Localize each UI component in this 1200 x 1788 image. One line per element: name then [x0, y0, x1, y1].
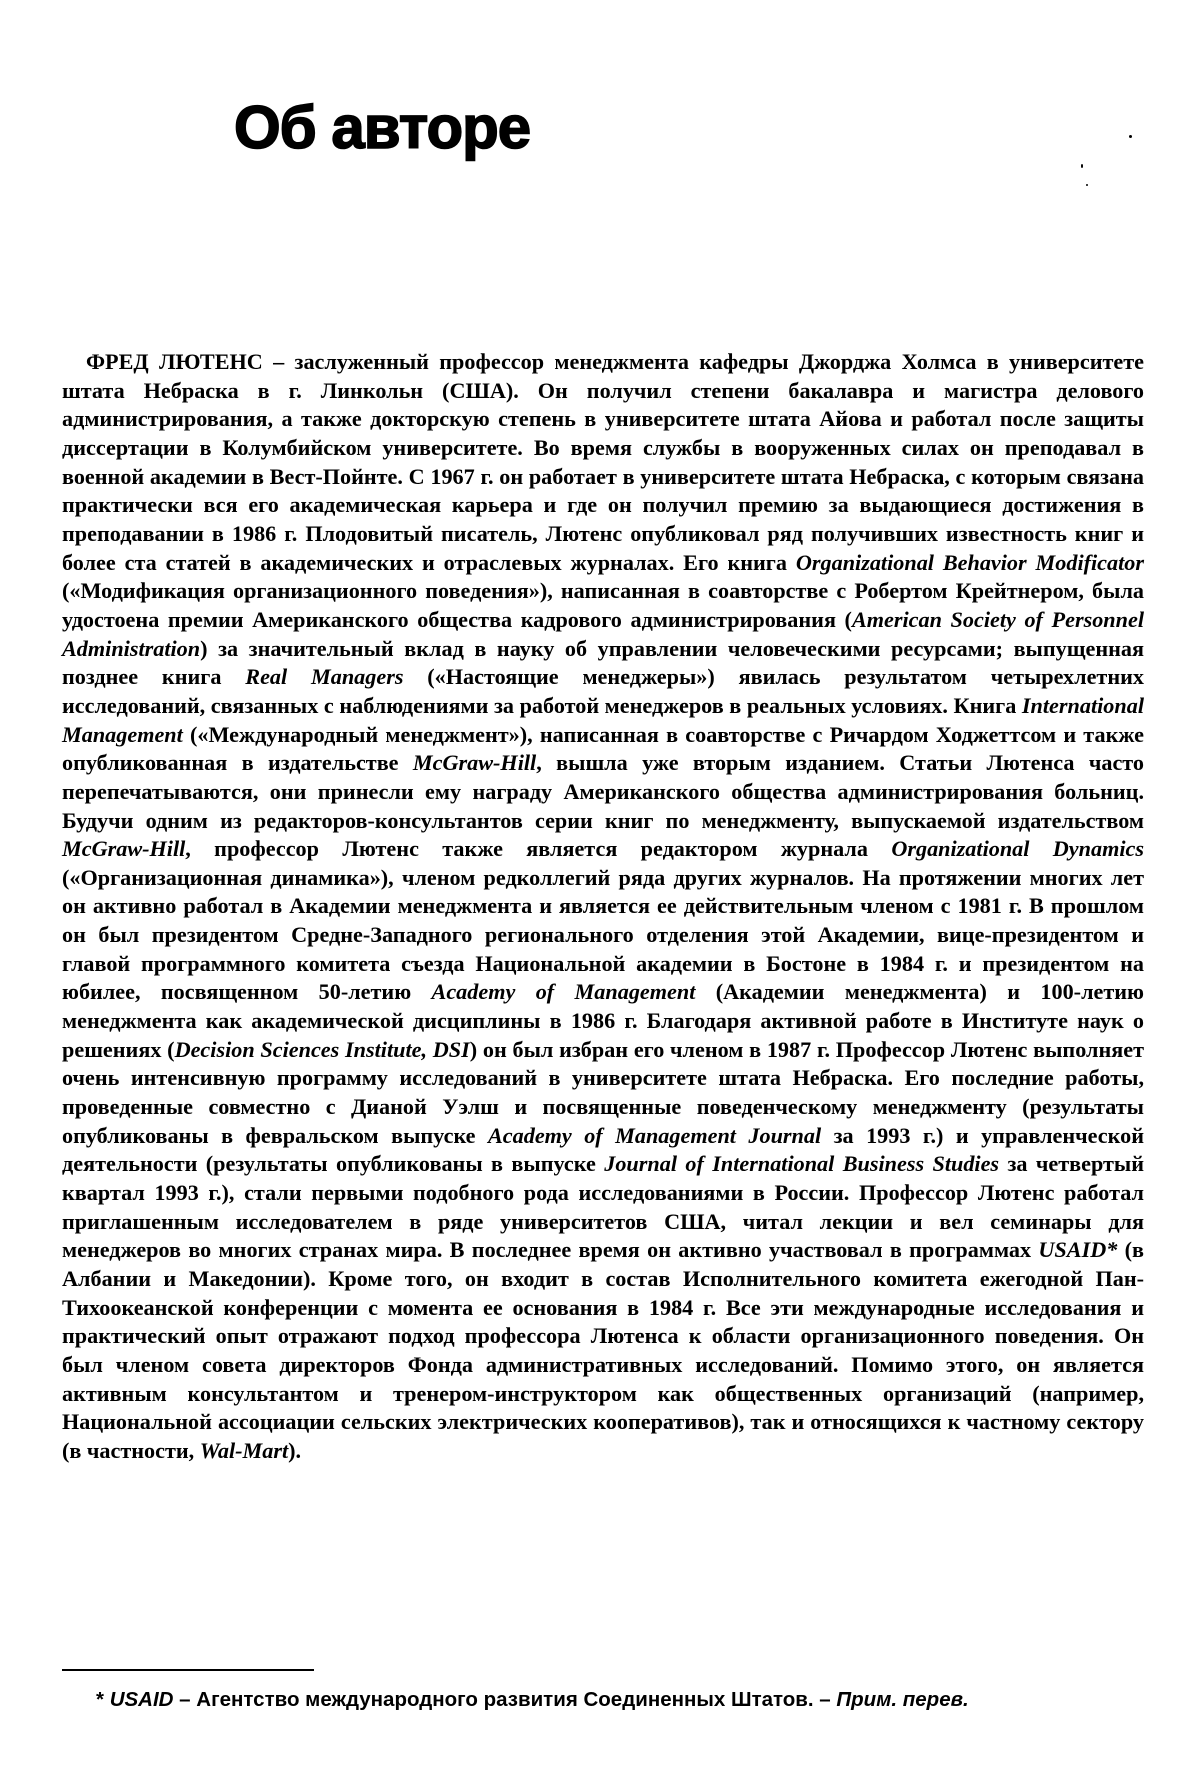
book-title: Real Managers — [245, 664, 404, 690]
biography-text: ). — [288, 1437, 302, 1463]
page-title: Об авторе — [234, 94, 531, 161]
biography-text: ) он был избран его членом в 1987 г. Профессор Лютенс выполняет очень интенсивную программу исследований в университете штата Небраска. Его последние работы, проведенные совместно с Дианой Уэлш и посвященные поведенческому менеджменту (результаты опубликованы в февральском выпуске — [62, 1036, 1144, 1148]
organization-name: American Society of Personnel Administration — [62, 606, 1144, 661]
biography-text: («Модификация организационного поведения»), написанная в соавторстве с Робертом Крейтнером, была удостоена премии Американского общества кадрового администрирования ( — [62, 578, 1144, 632]
biography-text: («Организационная динамика»), членом редколлегий ряда других журналов. На протяжении многих лет он активно работал в Академии менеджмента и является ее действительным членом с 1981 г. В прошлом он был президентом Средне-Западного регионального отделения этой Академии, вице-президентом и главой программного комитета съезда Национальной академии в Бостоне в 1984 г. и президентом на юбилее, посвященном 50-летию — [62, 864, 1144, 1005]
biography-text: за 1993 г.) и управленческой деятельности (результаты опубликованы в выпуске — [62, 1122, 1145, 1177]
footnote-rule — [62, 1669, 314, 1671]
book-title: International Management — [62, 692, 1144, 747]
journal-title: Academy of Management Journal — [487, 1122, 822, 1148]
biography-text: ) за значительный вклад в науку об управлении человеческими ресурсами; выпущенная позднее книга — [62, 635, 1144, 690]
scan-speck — [1129, 135, 1132, 138]
journal-title: Organizational Dynamics — [891, 836, 1144, 862]
biography-text: , вышла уже вторым изданием. Статьи Лютенса часто перепечатываются, они принесли ему награду Американского общества администрирования больниц. Будучи одним из редакторов-консультантов серии книг по менеджменту, выпускаемой издательством — [62, 750, 1144, 833]
biography-text: – заслуженный профессор менеджмента кафедры Джорджа Холмса в университете штата Небраска в г. Линкольн (США). Он получил степени бакалавра и магистра делового администрирования, а также докторскую степень в университете штата Айова и работал после защиты диссертации в Колумбийском университете. Во время службы в вооруженных силах он преподавал в военной академии в Вест-Пойнте. С 1967 г. он работает в университете штата Небраска, с которым связана практически вся его академическая карьера и где он получил премию за выдающиеся достижения в преподавании в 1986 г. Плодовитый писатель, Лютенс опубликовал ряд получивших известность книг и более ста статей в академических и отраслевых журналах. Его книга — [62, 349, 1145, 575]
biography-text: (Академии менеджмента) и 100-летию менеджмента как академической дисциплины в 1986 г. Благодаря активной работе в Институте наук о решениях ( — [62, 979, 1144, 1062]
footnote-marker: * — [96, 1688, 104, 1711]
company-name: Wal-Mart — [199, 1437, 289, 1463]
publisher-name: McGraw-Hill — [412, 750, 537, 776]
biography-text: (в Албании и Македонии). Кроме того, он входит в состав Исполнительного комитета ежегодной Пан-Тихоокеанской конференции с момента ее основания в 1984 г. Все эти международные исследования и практический опыт отражают подход профессора Лютенса к области организационного поведения. Он был членом совета директоров Фонда административных исследований. Помимо этого, он является активным консультантом и тренером-инструктором как общественных организаций (например, Национальной ассоциации сельских электрических кооперативов), так и относящихся к частному сектору (в частности, — [62, 1237, 1144, 1463]
journal-title: Journal of International Business Studies — [604, 1151, 1000, 1177]
biography-text: («Настоящие менеджеры») явилась результатом четырехлетних исследований, связанных с наблюдениями за работой менеджеров в реальных условиях. Книга — [62, 664, 1144, 718]
scan-speck — [1081, 164, 1083, 168]
book-title: Organizational Behavior Modificator — [795, 549, 1144, 575]
organization-name: Academy of Management — [431, 979, 696, 1005]
biography-paragraph — [62, 348, 1144, 1466]
biography-text: («Международный менеджмент»), написанная в соавторстве с Ричардом Ходжеттсом и также опубликованная в издательстве — [62, 721, 1144, 776]
footnote-term: USAID — [109, 1688, 174, 1711]
footnote-text: – Агентство международного развития Соединенных Штатов. – — [173, 1688, 837, 1711]
organization-name: Decision Sciences Institute, DSI — [174, 1036, 470, 1062]
author-name: ФРЕД ЛЮТЕНС — [86, 349, 263, 374]
footnote — [96, 1688, 969, 1713]
scan-speck — [1086, 184, 1088, 186]
biography-text: , профессор Лютенс также является редактором журнала — [185, 836, 892, 862]
biography-text: за четвертый квартал 1993 г.), стали первыми подобного рода исследованиями в России. Профессор Лютенс работал приглашенным исследователем в ряде университетов США, читал лекции и вел семинары для менеджеров во многих странах мира. В последнее время он активно участвовал в программах — [62, 1151, 1145, 1263]
organization-name: USAID* — [1038, 1237, 1118, 1263]
footnote-note: Прим. перев. — [836, 1688, 969, 1711]
publisher-name: McGraw-Hill — [62, 836, 186, 862]
